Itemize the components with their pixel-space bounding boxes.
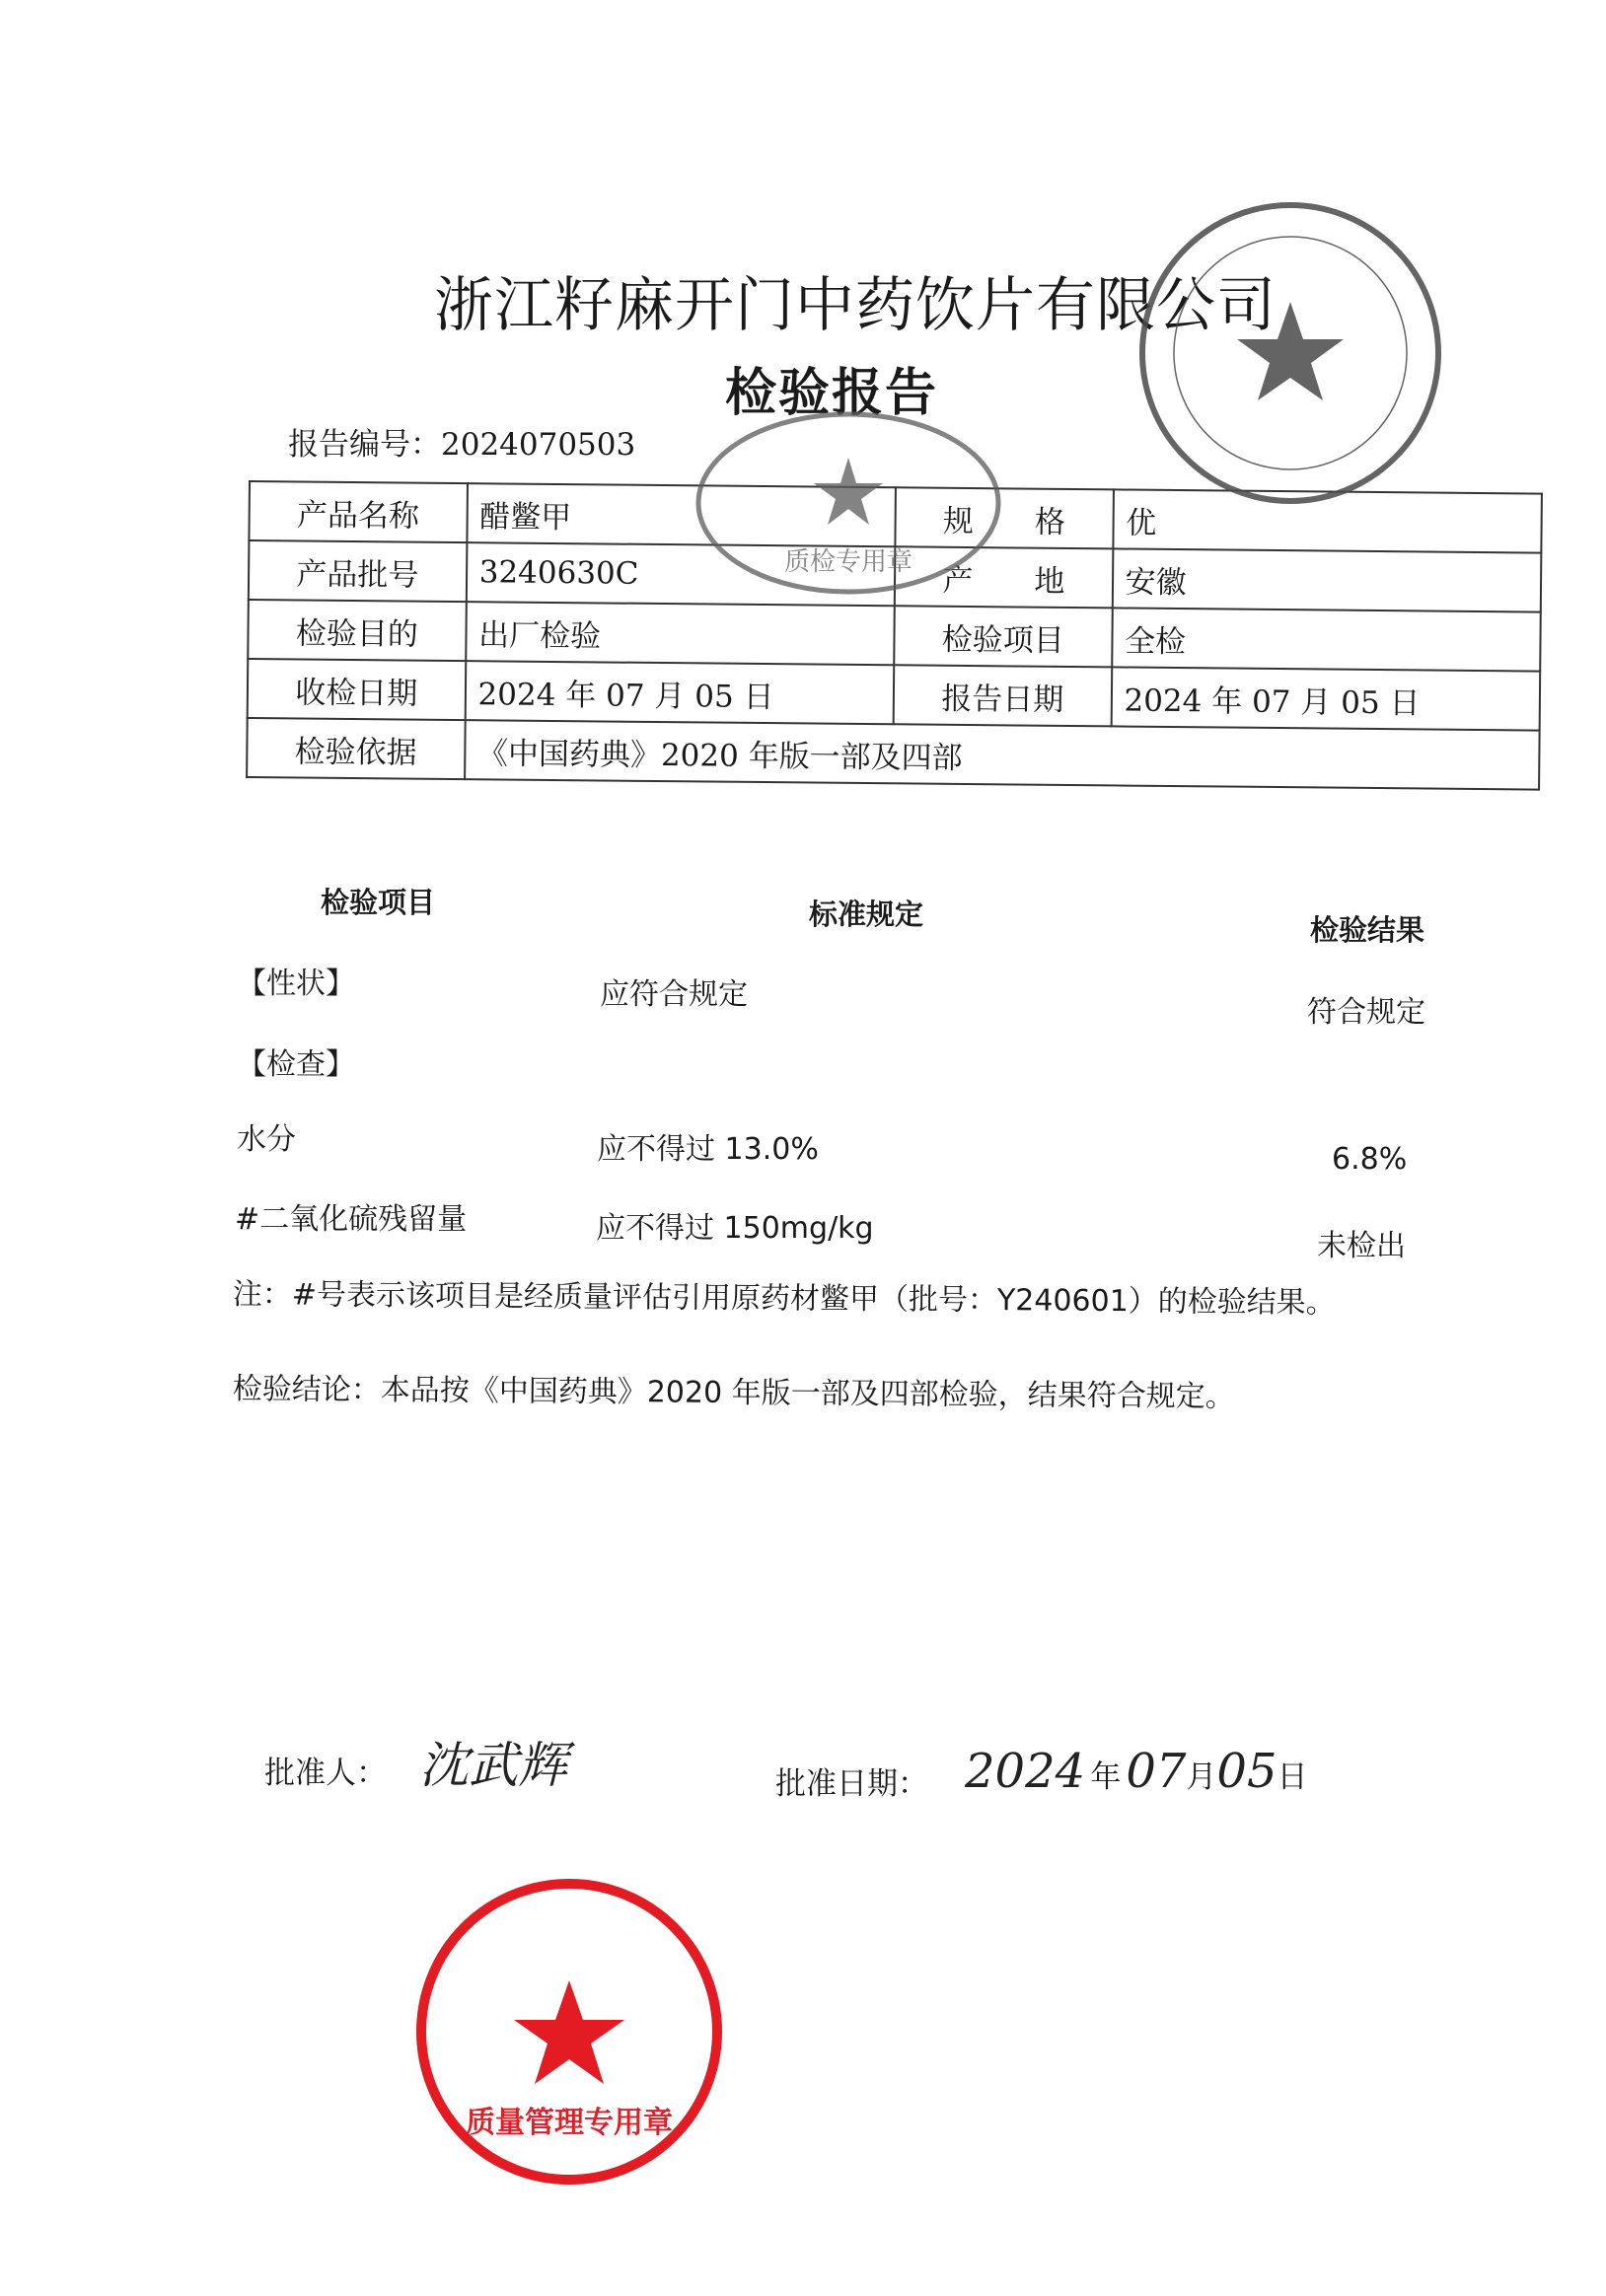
date-year: 2024 [965, 1744, 1086, 1799]
company-name: 浙江籽麻开门中药饮片有限公司 [434, 271, 1277, 340]
date-month: 07 [1126, 1744, 1187, 1799]
label-origin: 产 地 [895, 546, 1113, 608]
moisture-standard: 应不得过 13.0% [597, 1132, 819, 1167]
date-day-char: 日 [1277, 1759, 1308, 1795]
col-header-item: 检验项目 [321, 886, 436, 919]
col-header-standard: 标准规定 [809, 897, 924, 931]
value-test-items: 全检 [1112, 608, 1541, 671]
quality-management-seal [411, 1874, 727, 2189]
approve-date-label: 批准日期： [775, 1766, 928, 1802]
value-origin: 安徽 [1112, 548, 1541, 611]
date-day: 05 [1216, 1744, 1278, 1799]
label-report-date: 报告日期 [894, 665, 1112, 726]
company-seal [1132, 195, 1448, 511]
value-basis: 《中国药典》2020 年版一部及四部 [465, 720, 1540, 789]
label-batch-no: 产品批号 [249, 540, 467, 602]
label-purpose: 检验目的 [248, 600, 466, 661]
value-batch-no: 3240630C [466, 542, 895, 606]
moisture-result: 6.8% [1332, 1142, 1408, 1177]
so2-result: 未检出 [1317, 1229, 1406, 1263]
report-number-label: 报告编号： [288, 427, 441, 463]
red-seal-sub: 质量管理专用章 [466, 2106, 673, 2140]
approver-label: 批准人： [264, 1756, 387, 1791]
conclusion: 检验结论：本品按《中国药典》2020 年版一部及四部检验，结果符合规定。 [232, 1371, 1235, 1414]
table-row [247, 718, 1540, 790]
so2-standard: 应不得过 150mg/kg [596, 1211, 874, 1246]
label-spec: 规 格 [895, 487, 1113, 548]
section-character: 【性状】 [237, 967, 355, 1001]
col-header-result: 检验结果 [1310, 913, 1425, 947]
label-product-name: 产品名称 [249, 481, 467, 542]
label-test-items: 检验项目 [894, 606, 1112, 667]
value-spec: 优 [1113, 489, 1542, 552]
qc-seal-sub: 质检专用章 [783, 547, 913, 577]
value-report-date: 2024 年 07 月 05 日 [1111, 667, 1540, 730]
section-check: 【检查】 [237, 1047, 355, 1082]
so2-item: #二氧化硫残留量 [235, 1202, 468, 1237]
qc-seal [691, 404, 1006, 602]
approve-date [965, 1744, 1308, 1799]
value-product-name: 醋鳖甲 [467, 483, 896, 546]
label-basis: 检验依据 [247, 718, 465, 779]
report-number-value: 2024070503 [441, 427, 636, 463]
moisture-item: 水分 [237, 1122, 296, 1157]
report-title: 检验报告 [725, 364, 939, 423]
report-number [288, 419, 635, 464]
label-receive-date: 收检日期 [248, 659, 466, 720]
value-receive-date: 2024 年 07 月 05 日 [465, 661, 894, 724]
approver-signature: 沈武辉 [419, 1737, 567, 1794]
character-result: 符合规定 [1307, 995, 1425, 1030]
date-year-char: 年 [1090, 1759, 1122, 1795]
footnote: 注：#号表示该项目是经质量评估引用原药材鳖甲（批号：Y240601）的检验结果。 [232, 1276, 1336, 1321]
date-month-char: 月 [1186, 1759, 1217, 1795]
character-standard: 应符合规定 [600, 977, 748, 1012]
value-purpose: 出厂检验 [466, 602, 895, 665]
